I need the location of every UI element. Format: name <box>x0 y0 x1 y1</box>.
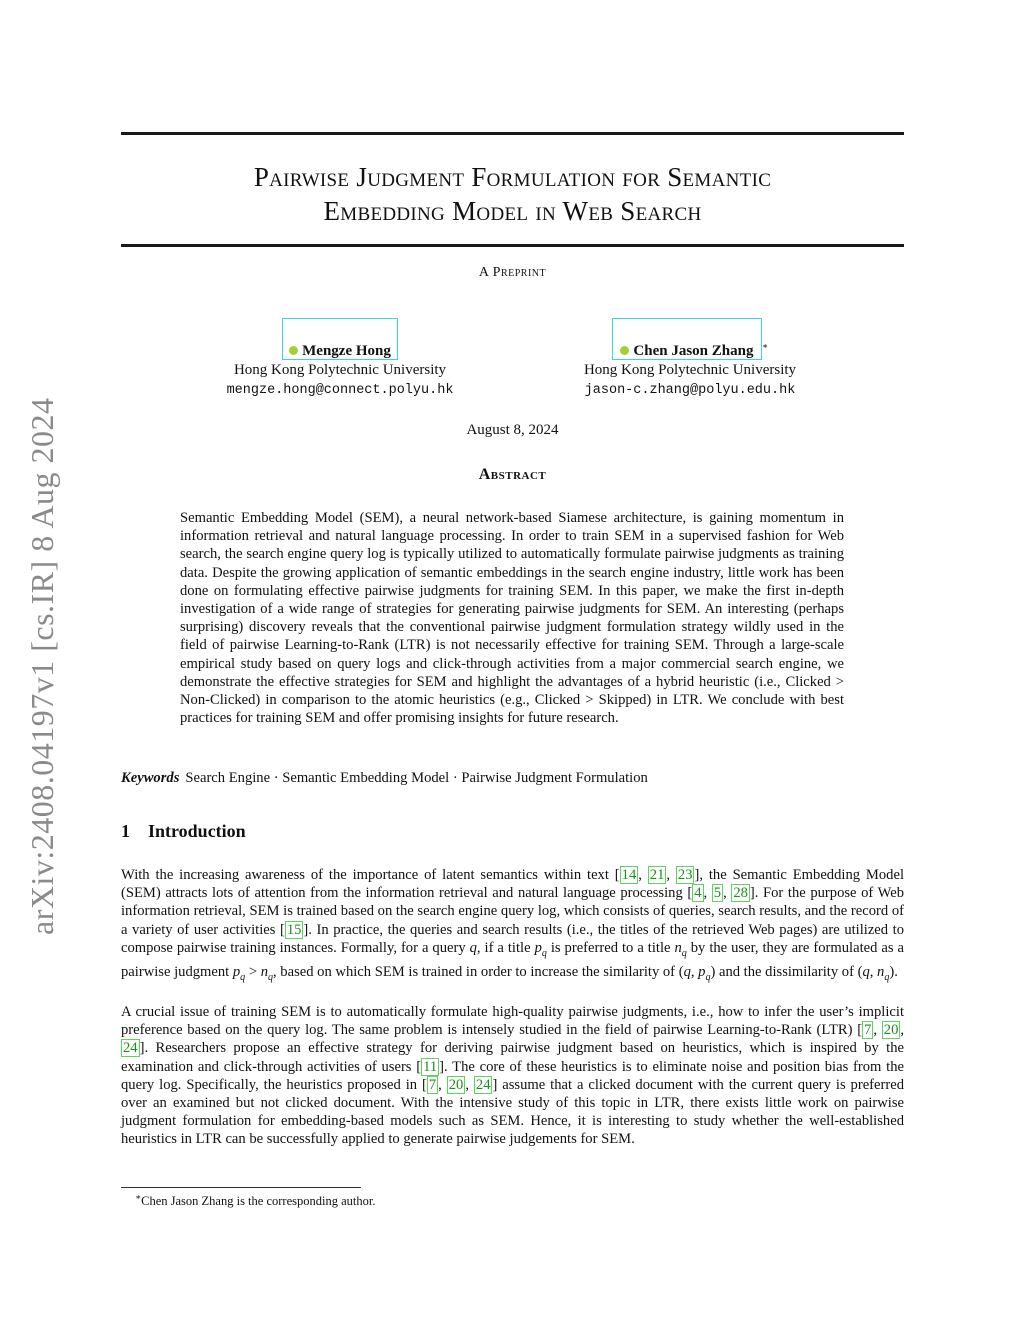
keywords-list: Search Engine · Semantic Embedding Model · Pairwise Judgment Formulation <box>185 770 648 786</box>
text-run: ] assume that a clicked document with the current query is preferred over an examined but not clicked document. With the intensive study of this topic in LTR, there exists little work on pairwise judgment formulation for embedding-based models such as SEM. Hence, it is interesting to study whether the well-established heuristics in LTR can be successfully applied to generate pairwise judgements for SEM. <box>121 1076 905 1148</box>
intro-paragraph-1 <box>121 866 904 987</box>
corresponding-author-mark[interactable]: ∗ <box>761 341 769 351</box>
text-run: , <box>703 885 712 902</box>
section-number: 1 <box>121 821 130 841</box>
text-run: ). <box>889 963 898 980</box>
text-run: , <box>869 963 878 980</box>
text-run: > <box>245 963 261 980</box>
citation-link[interactable]: 5 <box>713 885 722 902</box>
text-run: , <box>666 867 676 883</box>
math-symbol: $p_q$ <box>698 963 711 983</box>
citation-link[interactable]: 11 <box>423 1058 438 1075</box>
citation-link[interactable]: 7 <box>864 1022 872 1039</box>
author-link-box-2[interactable] <box>612 318 762 360</box>
preprint-label: A Preprint <box>478 265 547 280</box>
text-run: , <box>900 1022 905 1039</box>
citation-link[interactable]: 20 <box>448 1076 464 1093</box>
citation-link[interactable]: 24 <box>123 1040 138 1057</box>
abstract-body: Semantic Embedding Model (SEM), a neural network-based Siamese architecture, is gaining momentum in information retrieval and natural language processing. In order to train SEM in a supervised fashion for Web search, the search engine query log is typically utilized to automatically formulate pairwise judgments as training data. Despite the growing application of semantic embeddings in the search engine industry, little work has been done on formulating effective pairwise judgments for training SEM. In this paper, we make the first in-depth investigation of a wide range of strategies for generating pairwise judgments for SEM. An interesting (perhaps surprising) discovery reveals that the conventional pairwise judgment formulation strategy wildly used in the field of pairwise Learning-to-Rank (LTR) is not necessarily effective for training SEM. Through a large-scale empirical study based on query logs and click-through activities from a major commercial search engine, we demonstrate the effective strategies for SEM and highlight the advantages of a hybrid heuristic (i.e., Clicked > Non-Clicked) in comparison to the atomic heuristics (e.g., Clicked > Skipped) in LTR. We conclude with best practices for training SEM and offer promising insights for future research. <box>180 510 844 727</box>
orcid-icon[interactable] <box>620 346 629 355</box>
paper-date: August 8, 2024 <box>466 422 559 438</box>
text-run: ) and the dissimilarity of ( <box>710 963 863 980</box>
text-run: With the increasing awareness of the importance of latent semantics within text [ <box>121 867 620 883</box>
author-email-2: jason-c.zhang@polyu.edu.hk <box>584 383 796 398</box>
keywords-label: Keywords <box>121 770 180 786</box>
math-symbol: $n_q$ <box>260 963 273 983</box>
author-block-1 <box>190 318 490 400</box>
paper-title-line-2: Embedding Model in Web Search <box>323 196 702 226</box>
footnote-mark: ∗ <box>135 1192 142 1202</box>
author-affiliation-2: Hong Kong Polytechnic University <box>583 362 797 378</box>
author-name-1: Mengze Hong <box>302 343 391 359</box>
citation-link[interactable]: 21 <box>649 867 665 883</box>
author-link-box-1[interactable] <box>282 318 398 360</box>
text-run: ]. The core of these heuristics is to eliminate noise and position bias from the query log. Specifically, the heuristics proposed in [ <box>121 1058 904 1093</box>
math-symbol: $n_q$ <box>877 963 890 983</box>
footnote <box>135 1192 375 1209</box>
section-heading-introduction <box>121 821 246 842</box>
text-run: A crucial issue of training SEM is to automatically formulate high-quality pairwise judgments, i.e., how to infer the user’s implicit preference based on the query log. The same problem is intensely studied in the field of pairwise Learning-to-Rank (LTR) [ <box>121 1004 904 1039</box>
text-run: ]. For the purpose of Web information retrieval, SEM is trained based on the search engine query log, which consists of queries, search results, and the record of a variety of user activities [ <box>121 885 904 938</box>
citation-link[interactable]: 23 <box>677 867 693 883</box>
footnote-text: Chen Jason Zhang is the corresponding author. <box>141 1194 376 1209</box>
text-run: , <box>690 963 699 980</box>
text-run: , <box>438 1076 447 1093</box>
text-run: , <box>465 1076 474 1093</box>
citation-link[interactable]: 4 <box>694 885 702 902</box>
citation-link[interactable]: 14 <box>621 867 637 883</box>
text-run: ]. In practice, the queries and search results (i.e., the titles of the retrieved Web pages) are utilized to compose pairwise training instances. Formally, for a query <box>121 921 904 956</box>
citation-link[interactable]: 20 <box>883 1022 899 1039</box>
citation-link[interactable]: 28 <box>733 885 748 902</box>
text-run: , <box>723 885 732 902</box>
paper-title <box>121 160 904 228</box>
text-run: ]. Researchers propose an effective strategy for deriving pairwise judgment based on heuristics, which is inspired by the examination and click-through activities of users [ <box>121 1040 904 1075</box>
math-symbol: $n_q$ <box>674 939 687 959</box>
text-run: , <box>638 867 648 883</box>
section-title: Introduction <box>148 821 246 841</box>
title-rule-top <box>121 132 904 135</box>
citation-link[interactable]: 15 <box>286 921 302 938</box>
paper-title-line-1: Pairwise Judgment Formulation for Semantic <box>253 162 772 192</box>
citation-link[interactable]: 24 <box>475 1076 491 1093</box>
text-run: , if a title <box>476 939 535 956</box>
intro-paragraph-2 <box>121 1003 904 1149</box>
abstract-heading: Abstract <box>478 466 547 483</box>
math-symbol: $p_q$ <box>232 963 246 983</box>
text-run: ], the Semantic Embedding Model (SEM) attracts lots of attention from the information retrieval and natural language processing [ <box>121 867 905 902</box>
text-run: by the user, they are formulated as a pairwise judgment <box>121 939 904 980</box>
text-run: , <box>873 1022 882 1039</box>
math-symbol: q <box>469 939 477 956</box>
text-run: , based on which SEM is trained in order to increase the similarity of ( <box>273 963 684 980</box>
text-run: is preferred to a title <box>546 939 675 956</box>
keywords-line <box>121 770 904 787</box>
math-symbol: q <box>862 963 870 980</box>
author-email-1: mengze.hong@connect.polyu.hk <box>226 383 454 398</box>
author-affiliation-1: Hong Kong Polytechnic University <box>233 362 447 378</box>
orcid-icon[interactable] <box>289 346 298 355</box>
author-name-2: Chen Jason Zhang <box>633 343 754 359</box>
citation-link[interactable]: 7 <box>428 1076 437 1093</box>
footnote-divider <box>121 1187 361 1188</box>
math-symbol: q <box>683 963 691 980</box>
arxiv-identifier-stamp: arXiv:2408.04197v1 [cs.IR] 8 Aug 2024 <box>24 397 60 935</box>
author-block-2 <box>540 318 840 400</box>
math-symbol: $p_q$ <box>534 939 547 959</box>
title-rule-bottom <box>121 244 904 247</box>
